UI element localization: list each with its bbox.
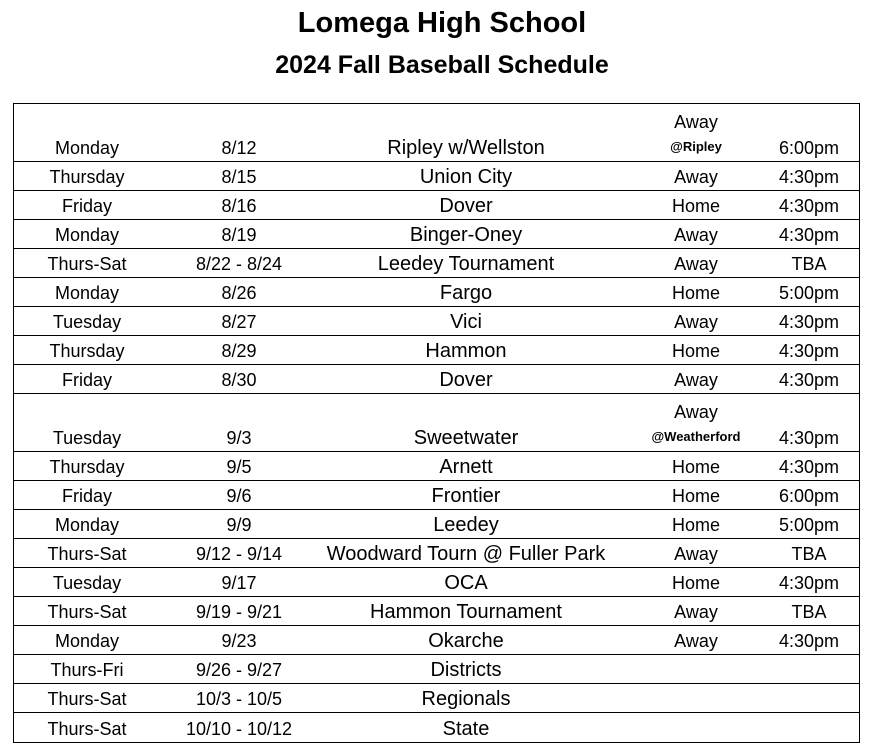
game-opponent: Binger-Oney xyxy=(409,224,523,246)
game-date: 8/26 xyxy=(221,283,257,303)
game-day: Tuesday xyxy=(52,573,122,593)
game-opponent: Arnett xyxy=(439,456,493,478)
schedule-row xyxy=(14,191,859,220)
game-day: Tuesday xyxy=(52,428,122,448)
game-location: Home xyxy=(671,486,720,506)
game-day: Thurs-Sat xyxy=(47,254,127,274)
game-time: 6:00pm xyxy=(778,486,840,506)
game-time: 4:30pm xyxy=(778,341,840,361)
game-opponent: Woodward Tourn @ Fuller Park xyxy=(326,543,606,565)
schedule-row xyxy=(14,481,859,510)
game-date: 9/9 xyxy=(226,515,252,535)
game-day: Thurs-Sat xyxy=(47,719,127,739)
game-time: 6:00pm xyxy=(778,138,840,158)
game-time: 4:30pm xyxy=(778,312,840,332)
game-location: Home xyxy=(671,457,720,477)
game-time: 4:30pm xyxy=(778,573,840,593)
game-date: 9/17 xyxy=(221,573,257,593)
game-location: Away xyxy=(674,254,718,274)
schedule-table xyxy=(13,103,860,743)
game-opponent: Sweetwater xyxy=(413,427,519,449)
game-date: 9/26 - 9/27 xyxy=(195,660,283,680)
game-time: 4:30pm xyxy=(778,370,840,390)
schedule-row xyxy=(14,394,859,452)
game-day: Thursday xyxy=(49,167,125,187)
game-day: Thurs-Fri xyxy=(50,660,124,680)
game-location: Away xyxy=(674,631,718,651)
school-name: Lomega High School xyxy=(297,7,587,39)
schedule-row xyxy=(14,162,859,191)
game-day: Thurs-Sat xyxy=(47,602,127,622)
schedule-row xyxy=(14,626,859,655)
schedule-row xyxy=(14,307,859,336)
game-location: Away xyxy=(674,402,718,422)
game-time: 4:30pm xyxy=(778,457,840,477)
schedule-row xyxy=(14,278,859,307)
game-location: Away xyxy=(674,544,718,564)
game-location: Away xyxy=(674,312,718,332)
schedule-row xyxy=(14,510,859,539)
schedule-row xyxy=(14,568,859,597)
game-opponent: OCA xyxy=(444,572,488,594)
game-date: 9/23 xyxy=(221,631,257,651)
game-day: Friday xyxy=(61,370,112,390)
game-time: 4:30pm xyxy=(778,225,840,245)
game-opponent: State xyxy=(442,718,490,740)
schedule-row xyxy=(14,684,859,713)
game-day: Monday xyxy=(54,631,120,651)
game-day: Thurs-Sat xyxy=(47,544,127,564)
game-time: 4:30pm xyxy=(778,167,840,187)
schedule-title: 2024 Fall Baseball Schedule xyxy=(275,51,609,79)
game-date: 8/27 xyxy=(221,312,257,332)
game-date: 9/6 xyxy=(226,486,252,506)
game-date: 9/3 xyxy=(226,428,252,448)
game-day: Thurs-Sat xyxy=(47,689,127,709)
game-location: Away xyxy=(674,602,718,622)
game-time: 4:30pm xyxy=(778,428,840,448)
game-opponent: Okarche xyxy=(428,630,504,652)
game-location: Away xyxy=(674,370,718,390)
game-opponent: Dover xyxy=(439,195,493,217)
game-time: 4:30pm xyxy=(778,631,840,651)
game-day: Monday xyxy=(54,138,120,158)
game-opponent: Vici xyxy=(450,311,482,333)
game-location: Home xyxy=(671,341,720,361)
game-location: Away xyxy=(674,112,718,132)
game-date: 8/29 xyxy=(221,341,257,361)
game-opponent: Hammon Tournament xyxy=(370,601,562,623)
game-date: 9/12 - 9/14 xyxy=(195,544,283,564)
game-day: Monday xyxy=(54,225,120,245)
schedule-row xyxy=(14,539,859,568)
schedule-row xyxy=(14,365,859,394)
game-opponent: Leedey xyxy=(433,514,499,536)
game-opponent: Frontier xyxy=(431,485,501,507)
game-location: Away xyxy=(674,167,718,187)
game-time: 5:00pm xyxy=(778,283,840,303)
game-opponent: Leedey Tournament xyxy=(377,253,555,275)
game-opponent: Regionals xyxy=(421,688,511,710)
game-date: 8/12 xyxy=(221,138,257,158)
game-date: 10/10 - 10/12 xyxy=(185,719,293,739)
game-date: 8/22 - 8/24 xyxy=(195,254,283,274)
schedule-row xyxy=(14,336,859,365)
game-location: Home xyxy=(671,196,720,216)
game-time: TBA xyxy=(791,602,827,622)
game-date: 9/5 xyxy=(226,457,252,477)
game-time: TBA xyxy=(791,254,827,274)
game-day: Thursday xyxy=(49,341,125,361)
game-opponent: Union City xyxy=(419,166,513,188)
game-date: 9/19 - 9/21 xyxy=(195,602,283,622)
game-date: 8/30 xyxy=(221,370,257,390)
game-location: Home xyxy=(671,515,720,535)
game-opponent: Fargo xyxy=(439,282,493,304)
schedule-row xyxy=(14,249,859,278)
schedule-row xyxy=(14,452,859,481)
game-opponent: Districts xyxy=(430,659,502,681)
game-location-note: @Ripley xyxy=(670,139,722,154)
game-opponent: Hammon xyxy=(425,340,507,362)
game-time: 4:30pm xyxy=(778,196,840,216)
schedule-row xyxy=(14,597,859,626)
game-day: Thursday xyxy=(49,457,125,477)
schedule-row xyxy=(14,713,859,742)
game-day: Tuesday xyxy=(52,312,122,332)
schedule-row xyxy=(14,655,859,684)
game-date: 10/3 - 10/5 xyxy=(195,689,283,709)
game-date: 8/19 xyxy=(221,225,257,245)
game-day: Friday xyxy=(61,196,112,216)
game-day: Friday xyxy=(61,486,112,506)
game-day: Monday xyxy=(54,515,120,535)
game-day: Monday xyxy=(54,283,120,303)
schedule-row xyxy=(14,220,859,249)
game-location: Home xyxy=(671,283,720,303)
game-date: 8/15 xyxy=(221,167,257,187)
schedule-row xyxy=(14,104,859,162)
game-opponent: Ripley w/Wellston xyxy=(387,137,545,159)
game-time: 5:00pm xyxy=(778,515,840,535)
game-opponent: Dover xyxy=(439,369,493,391)
game-location: Home xyxy=(671,573,720,593)
game-date: 8/16 xyxy=(221,196,257,216)
game-time: TBA xyxy=(791,544,827,564)
game-location-note: @Weatherford xyxy=(651,429,741,444)
game-location: Away xyxy=(674,225,718,245)
